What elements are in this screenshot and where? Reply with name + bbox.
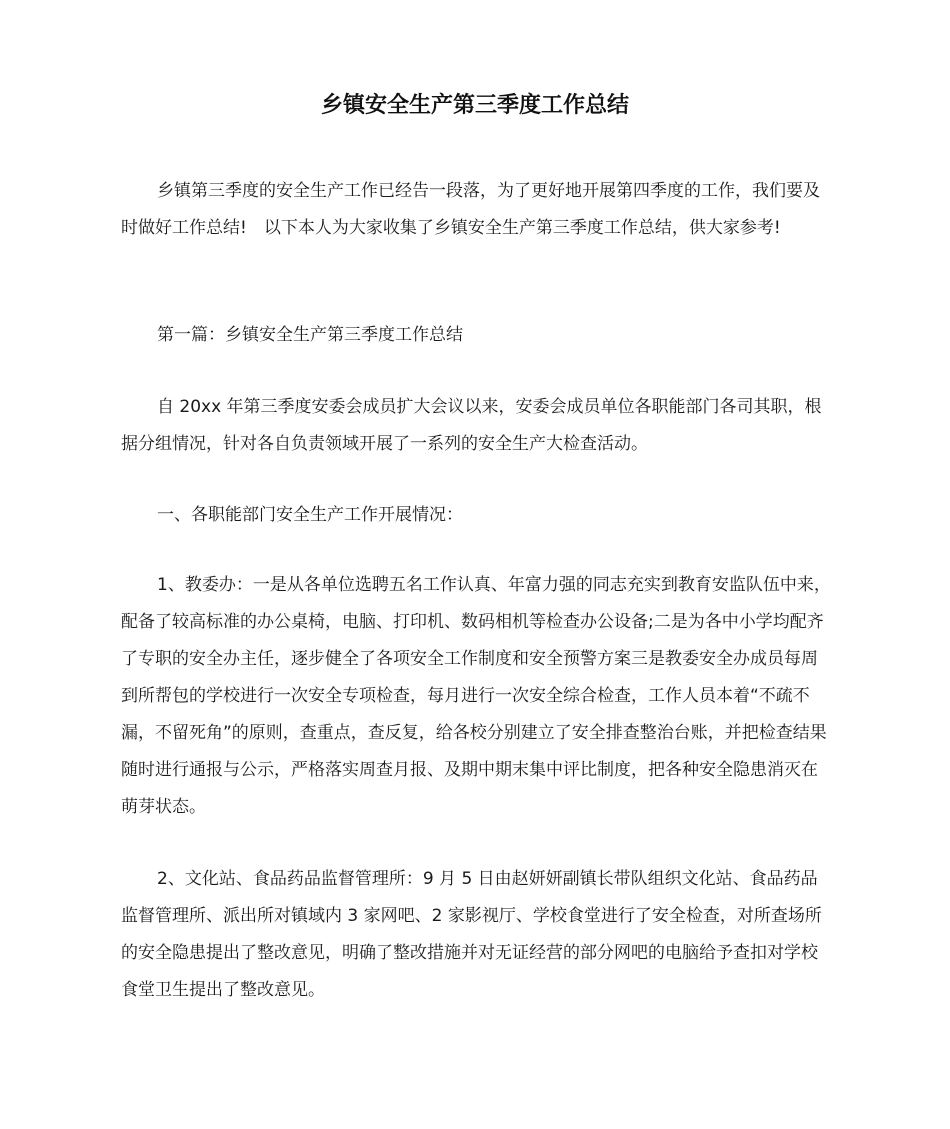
chapter-heading: 第一篇：乡镇安全生产第三季度工作总结 (157, 325, 463, 345)
intro-paragraph: 乡镇第三季度的安全生产工作已经告一段落，为了更好地开展第四季度的工作，我们要及时做好工作总结! 以下本人为大家收集了乡镇安全生产第三季度工作总结，供大家参考! (121, 181, 820, 238)
section-paragraph: 自 20xx 年第三季度安委会成员扩大会议以来，安委会成员单位各职能部门各司其职，根据分组情况，针对各自负责领域开展了一系列的安全生产大检查活动。 (121, 397, 822, 454)
document-title: 乡镇安全生产第三季度工作总结 (320, 93, 629, 118)
item-paragraph-education: 1、教委办：一是从各单位选聘五名工作认真、年富力强的同志充实到教育安监队伍中来，配备了较高标准的办公桌椅，电脑、打印机、数码相机等检查办公设备;二是为各中小学均配齐了专职的安全办主任，逐步健全了各项安全工作制度和安全预警方案三是教委安全办成员每周到所帮包的学校进行一次安全专项检查，每月进行一次安全综合检查，工作人员本着“不疏不漏，不留死角”的原则，查重点，查反复，给各校分别建立了安全排查整治台账，并把检查结果随时进行通报与公示，严格落实周查月报、及期中期末集中评比制度，把各种安全隐患消灭在萌芽状态。 (121, 575, 831, 817)
item-paragraph-culture-food: 2、文化站、食品药品监督管理所：9 月 5 日由赵妍妍副镇长带队组织文化站、食品药品监督管理所、派出所对镇域内 3 家网吧、2 家影视厅、学校食堂进行了安全检查，对所查场所的安全隐患提出了整改意见，明确了整改措施并对无证经营的部分网吧的电脑给予查扣对学校食堂卫生提出了整改意见。 (121, 869, 822, 1000)
subsection-heading: 一、各职能部门安全生产工作开展情况： (157, 505, 463, 525)
